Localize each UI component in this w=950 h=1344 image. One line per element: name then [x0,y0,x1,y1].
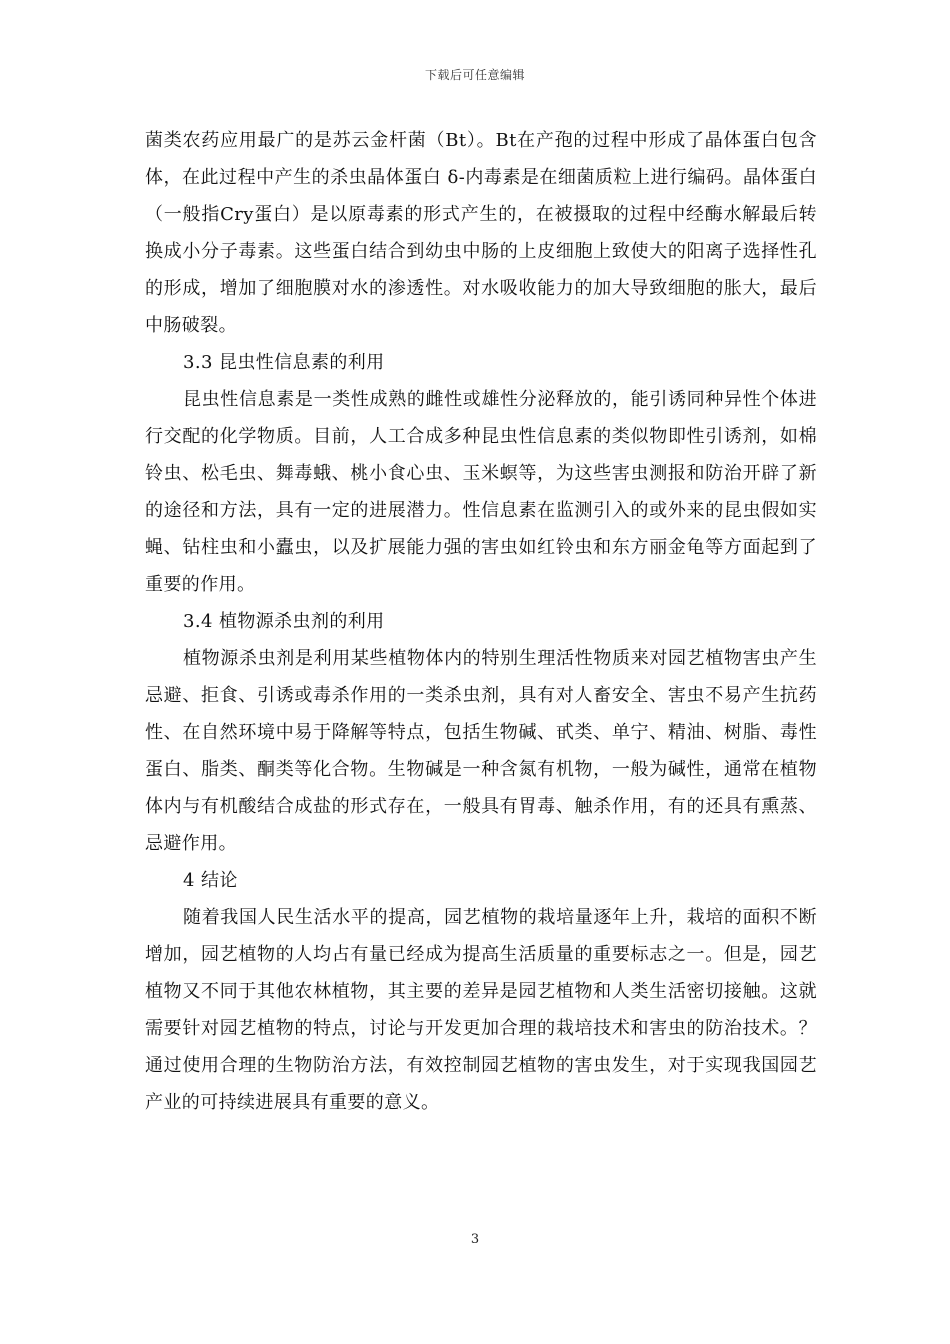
section-heading-4: 4 结论 [183,870,238,891]
page-header: 下载后可任意编辑 [424,68,525,82]
section-heading-3-4: 3.4 植物源杀虫剂的利用 [183,611,385,632]
document-body [145,122,817,1121]
paragraph-botanical-insecticide: 植物源杀虫剂是利用某些植物体内的特别生理活性物质来对园艺植物害虫产生忌避、拒食、引诱或毒杀作用的一类杀虫剂，具有对人畜安全、害虫不易产生抗药性、在自然环境中易于降解等特点，包括生物碱、甙类、单宁、精油、树脂、毒性蛋白、脂类、酮类等化合物。生物碱是一种含氮有机物，一般为碱性，通常在植物体内与有机酸结合成盐的形式存在，一般具有胃毒、触杀作用，有的还具有熏蒸、忌避作用。 [145,648,817,854]
paragraph-sex-pheromone: 昆虫性信息素是一类性成熟的雌性或雄性分泌释放的，能引诱同种异性个体进行交配的化学物质。目前，人工合成多种昆虫性信息素的类似物即性引诱剂，如棉铃虫、松毛虫、舞毒蛾、桃小食心虫、玉米螟等，为这些害虫测报和防治开辟了新的途径和方法，具有一定的进展潜力。性信息素在监测引入的或外来的昆虫假如实蝇、钻柱虫和小蠹虫，以及扩展能力强的害虫如红铃虫和东方丽金龟等方面起到了重要的作用。 [145,389,817,595]
page-number: 3 [470,1232,480,1247]
section-heading-3-3: 3.3 昆虫性信息素的利用 [183,352,385,373]
paragraph-conclusion: 随着我国人民生活水平的提高，园艺植物的栽培量逐年上升，栽培的面积不断增加，园艺植物的人均占有量已经成为提高生活质量的重要标志之一。但是，园艺植物又不同于其他农林植物，其主要的差异是园艺植物和人类生活密切接触。这就需要针对园艺植物的特点，讨论与开发更加合理的栽培技术和害虫的防治技术。？通过使用合理的生物防治方法，有效控制园艺植物的害虫发生，对于实现我国园艺产业的可持续进展具有重要的意义。 [145,907,817,1113]
paragraph-bt-toxin: 菌类农药应用最广的是苏云金杆菌（Bt）。Bt在产孢的过程中形成了晶体蛋白包含体，在此过程中产生的杀虫晶体蛋白 δ-内毒素是在细菌质粒上进行编码。晶体蛋白（一般指Cry蛋白）是以原毒素的形式产生的，在被摄取的过程中经酶水解最后转换成小分子毒素。这些蛋白结合到幼虫中肠的上皮细胞上致使大的阳离子选择性孔的形成，增加了细胞膜对水的渗透性。对水吸收能力的加大导致细胞的胀大，最后中肠破裂。 [145,130,817,336]
